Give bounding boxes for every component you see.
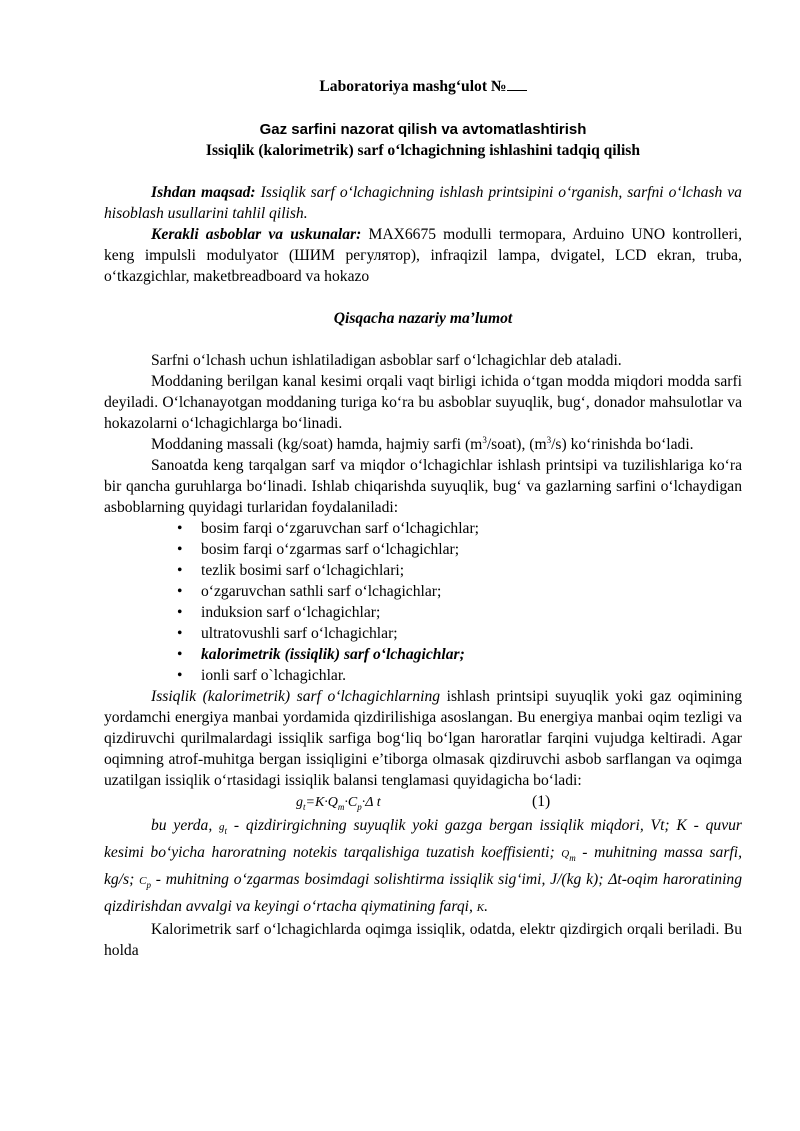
list-item-text: bosim farqi o‘zgaruvchan sarf o‘lchagichlar; [201, 520, 479, 537]
symbol-g: g [296, 795, 303, 810]
bullet-icon: • [177, 604, 183, 621]
paragraph-1: Sarfni o‘lchash uchun ishlatiladigan asboblar sarf o‘lchagichlar deb ataladi. [151, 352, 622, 369]
list-item-text: o‘zgaruvchan sathli sarf o‘lchagichlar; [201, 583, 442, 600]
subscript: p [357, 801, 362, 812]
p3-part-c: /s) ko‘rinishda bo‘ladi. [551, 436, 694, 453]
symbol-k: K [476, 902, 485, 915]
bullet-icon: • [177, 583, 183, 600]
subscript: m [337, 801, 345, 812]
list-item-text: ionli sarf o`lchagichlar. [201, 667, 347, 684]
work-title: Issiqlik (kalorimetrik) sarf o‘lchagichning ishlashini tadqiq qilish [205, 142, 641, 159]
tools-text: MAX6675 modulli termopara, Arduino UNO kontrolleri, keng impulsli modulyator (ШИМ регулятор), infraqizil lampa, dvigatel, LCD ekran, truba, o‘tkazgichlar, maketbreadboard va hokazo [104, 226, 742, 285]
p3-part-a: Moddaning massali (kg/soat) hamda, hajmiy sarfi (m [151, 436, 483, 453]
spacer [104, 161, 742, 182]
lab-title [104, 76, 742, 97]
final-paragraph: Kalorimetrik sarf o‘lchagichlarda oqimga issiqlik, odatda, elektr qizdirgich orqali beriladi. Bu holda [104, 921, 742, 960]
explanation-text: - qizdirirgichning suyuqlik yoki gazga bergan issiqlik miqdori, Vt; K - quvur kesimi bo‘yicha haroratning notekis tarqalishiga tuzatish koeffisienti; [104, 817, 742, 862]
aim-text: Issiqlik sarf o‘lchagichning ishlash printsipini o‘rganish, sarfni o‘lchash va hisoblash usullarini tahlil qilish. [104, 184, 742, 222]
bullet-icon: • [177, 520, 183, 537]
explanation-text: - muhitning massa sarfi, kg/s; [104, 844, 742, 889]
section-title: Qisqacha nazariy ma’lumot [333, 310, 513, 327]
tools-label: Kerakli asboblar va uskunalar: [151, 226, 362, 243]
paragraph-3 [104, 434, 742, 455]
list-item [177, 602, 742, 623]
p3-part-b: /soat), (m [486, 436, 547, 453]
meter-types-list [104, 518, 742, 686]
explanation-text: bu yerda, [151, 817, 220, 834]
principle-paragraph [104, 686, 742, 791]
subscript: m [569, 853, 576, 864]
equation-part: ·Δ t [361, 795, 381, 810]
symbol-g: g [219, 821, 225, 833]
principle-text: ishlash printsipi suyuqlik yoki gaz oqimining yordamchi energiya manbai yordamida qizdirilishiga asoslangan. Bu energiya manbai oqim tezligi va qizdiruvchi qurilmalardagi issiqlik sarfiga bog‘liq bo‘lgan haroratlar farqini vujudga keltiradi. Agar oqimning atrof-muhitga bergan issiqligini e’tiborga olmasak qizdiruvchi asbob sarflangan va oqimga uzatilgan issiqlik o‘rtasidagi issiqlik balansi tenglamasi quyidagicha bo‘ladi: [104, 688, 742, 789]
spacer [104, 287, 742, 308]
list-item [177, 560, 742, 581]
bullet-icon: • [177, 562, 183, 579]
aim-paragraph [104, 182, 742, 224]
document-page [104, 70, 742, 961]
explanation-paragraph [104, 815, 742, 919]
list-item [177, 644, 742, 665]
aim-label: Ishdan maqsad: [151, 184, 256, 201]
lab-title-text: Laboratoriya mashg‘ulot № [319, 78, 507, 95]
explanation-text: . [484, 898, 489, 916]
list-item [177, 665, 742, 686]
explanation-text: - muhitning o‘zgarmas bosimdagi solishtirma issiqlik sig‘imi, J/(kg k); Δt-oqim haroratining qizdirishdan avvalgi va keyingi o‘rtacha qiymatining farqi, [104, 871, 742, 916]
superscript: 3 [546, 434, 552, 445]
list-item-text: induksion sarf o‘lchagichlar; [201, 604, 381, 621]
number-blank [507, 78, 527, 91]
list-item [177, 518, 742, 539]
superscript: 3 [482, 434, 487, 445]
list-item [177, 623, 742, 644]
equation-part: ·C [344, 795, 358, 810]
equation-expression [296, 792, 381, 818]
list-item-text: bosim farqi o‘zgarmas sarf o‘lchagichlar; [201, 541, 460, 558]
subscript: t [224, 826, 228, 837]
equation-1 [104, 791, 742, 815]
list-item [177, 539, 742, 560]
paragraph-4: Sanoatda keng tarqalgan sarf va miqdor o‘lchagichlar ishlash printsipi va tuzilishlariga ko‘ra bir qancha guruhlarga bo‘linadi. Ishlab chiqarishda suyuqlik, bug‘ va gazlarning sarfini o‘lchaydigan asboblarning quyidagi turlaridan foydalaniladi: [104, 457, 742, 516]
equation-part: =K·Q [305, 795, 338, 810]
bullet-icon: • [177, 625, 183, 642]
list-item [177, 581, 742, 602]
symbol-c: C [139, 875, 147, 888]
bullet-icon: • [177, 541, 183, 558]
bullet-icon: • [177, 667, 183, 684]
spacer [104, 329, 742, 350]
list-item-text: tezlik bosimi sarf o‘lchagichlari; [201, 562, 405, 579]
principle-italic: Issiqlik (kalorimetrik) sarf o‘lchagichlarning [151, 688, 441, 705]
subscript: p [146, 880, 151, 891]
topic-title: Gaz sarfini nazorat qilish va avtomatlashtirish [259, 121, 587, 138]
equation-number: (1) [532, 793, 551, 810]
symbol-q: Q [561, 848, 570, 861]
bullet-icon: • [177, 646, 183, 663]
tools-paragraph [104, 224, 742, 287]
paragraph-2: Moddaning berilgan kanal kesimi orqali vaqt birligi ichida o‘tgan modda miqdori modda sarfi deyiladi. O‘lchanayotgan moddaning turiga ko‘ra bu asboblar suyuqlik, bug‘, donador mahsulotlar va hokazolarni o‘lchagichlarga bo‘linadi. [104, 373, 742, 432]
list-item-text: ultratovushli sarf o‘lchagichlar; [201, 625, 398, 642]
list-item-text: kalorimetrik (issiqlik) sarf o‘lchagichlar; [201, 646, 465, 663]
subscript: t [303, 801, 306, 812]
